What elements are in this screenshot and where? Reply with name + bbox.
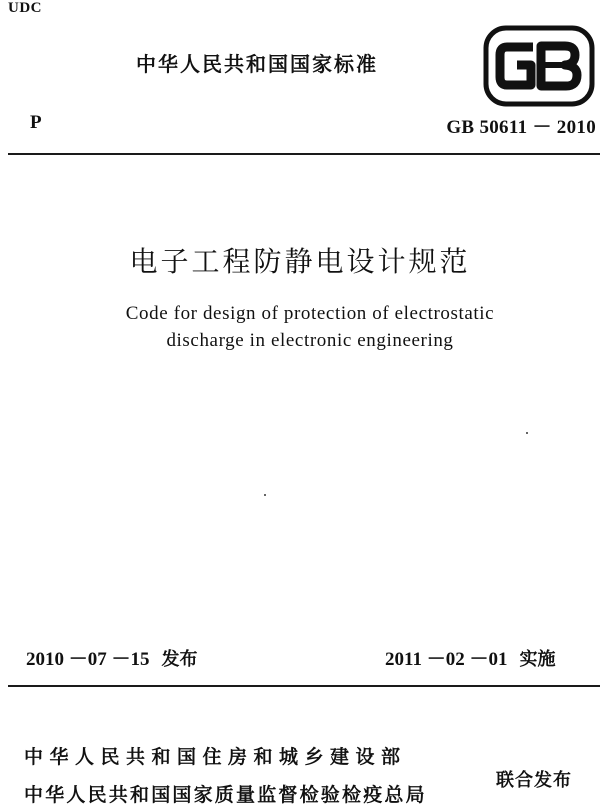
top-divider [8,153,600,155]
effective-label: 实施 [519,649,556,670]
effective-date: 2011 －02 －01 [385,649,508,670]
scan-speck [526,432,528,434]
gb-logo [483,25,595,107]
title-chinese: 电子工程防静电设计规范 [129,245,471,278]
bottom-divider [8,685,600,687]
udc-label: UDC [8,0,42,16]
standard-type-title: 中华人民共和国国家标准 [136,52,378,76]
classification-code: P [30,112,42,133]
issue-date: 2010 －07 －15 [26,649,150,670]
title-english-line-1: Code for design of protection of electrostatic [125,303,495,324]
effective-date-row [385,644,555,671]
issue-date-row [26,644,198,671]
issuer-aqsiq: 中华人民共和国国家质量监督检验检疫总局 [24,784,427,806]
standard-number: GB 50611 － 2010 [446,117,596,138]
issuer-ministry-housing: 中华人民共和国住房和城乡建设部 [24,746,407,768]
joint-issue-label: 联合发布 [496,770,572,791]
title-english-line-2: discharge in electronic engineering [166,330,454,351]
issue-label: 发布 [161,649,198,670]
title-english [0,300,600,354]
scan-speck [264,494,266,496]
